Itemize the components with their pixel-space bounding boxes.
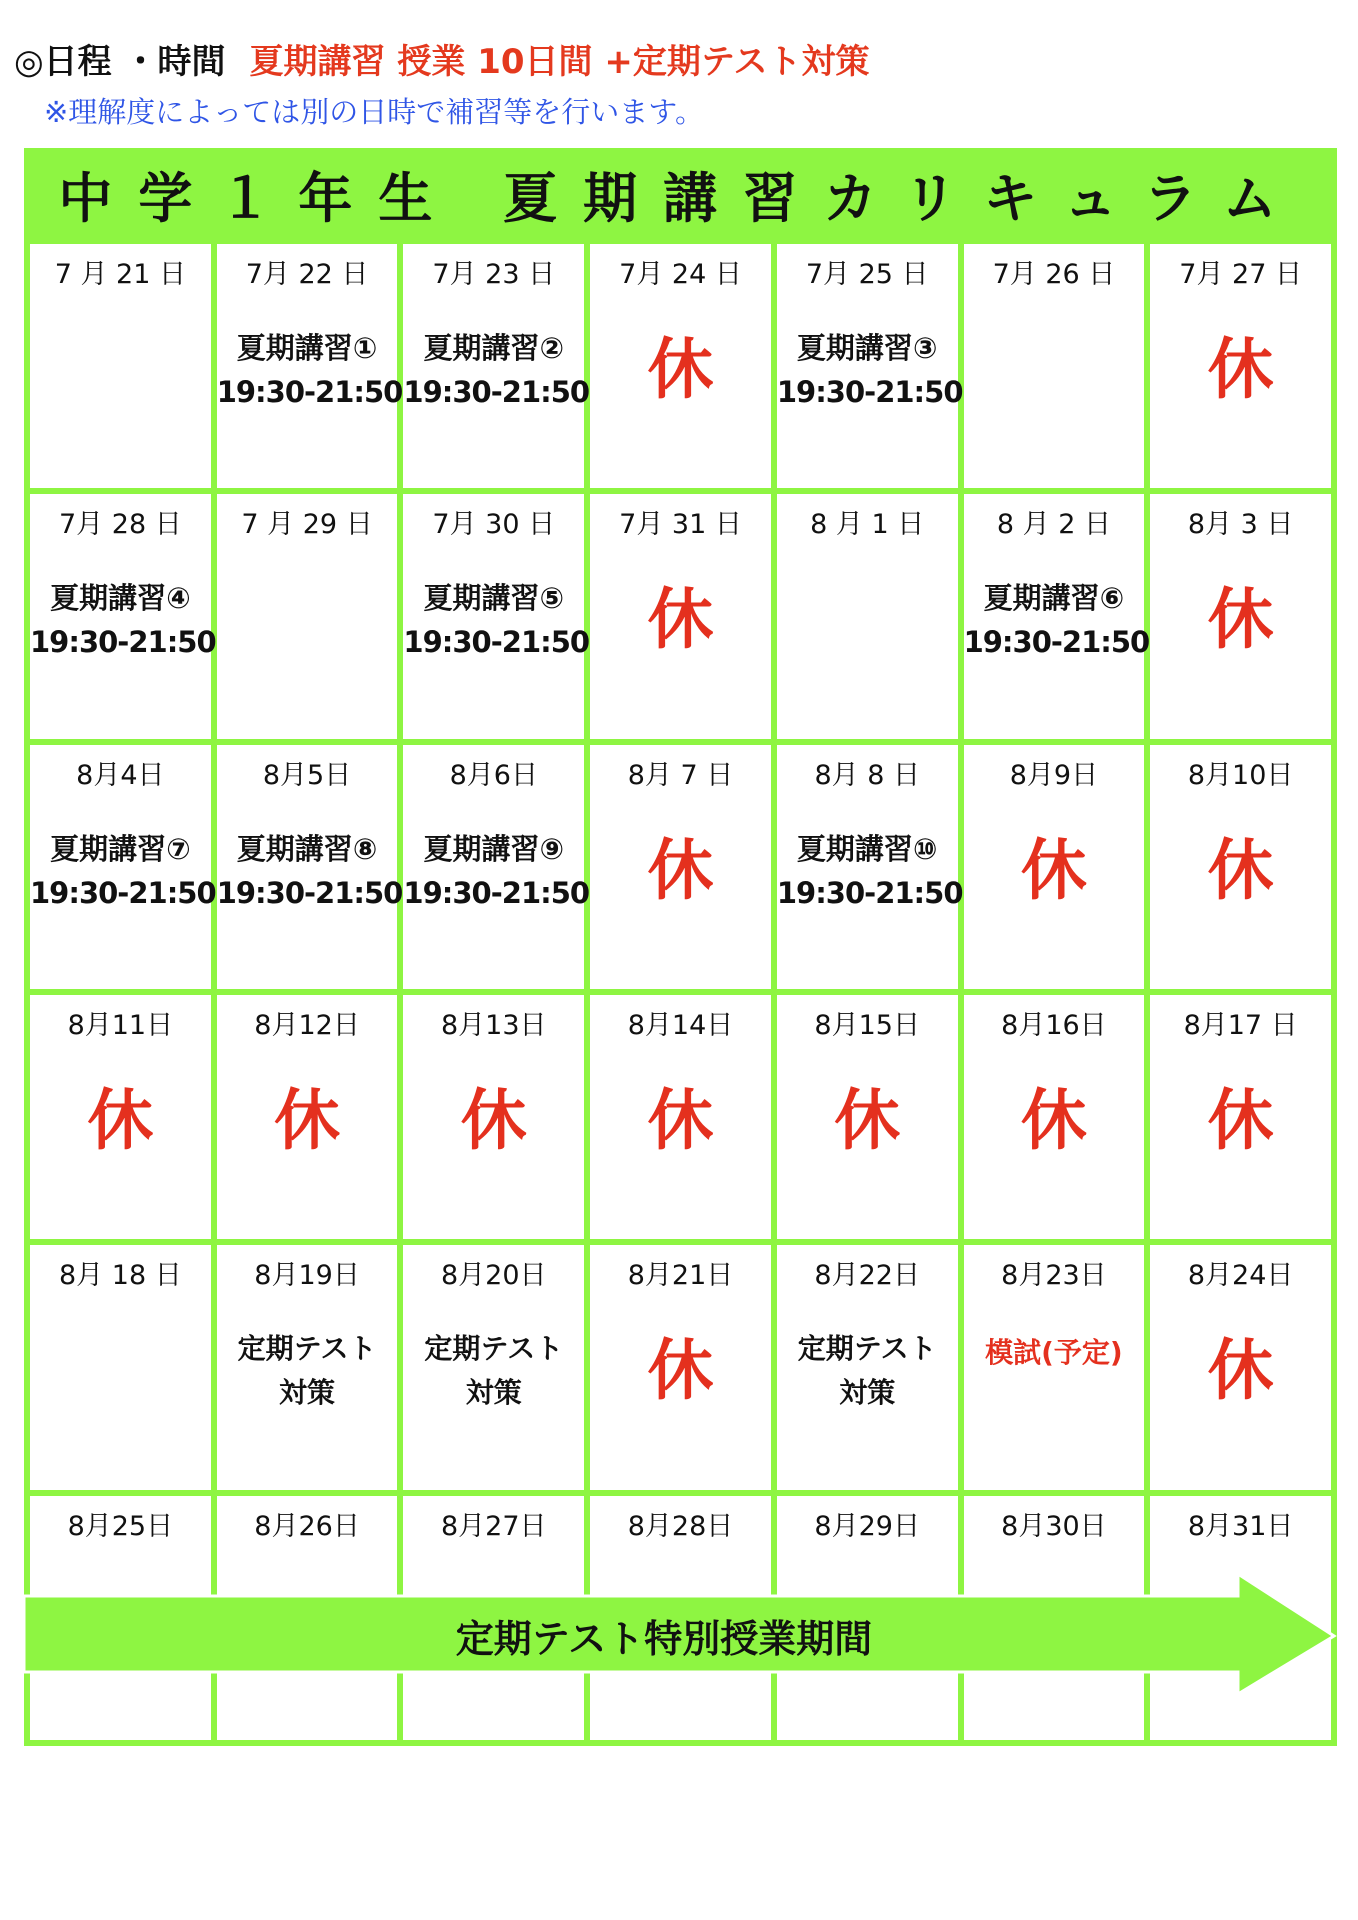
day-date: 8月5日: [262, 759, 352, 791]
calendar-day-cell: [30, 244, 211, 488]
day-date: 8月21日: [627, 1260, 734, 1292]
lesson-block: [30, 576, 216, 664]
calendar-day-cell: [403, 745, 590, 989]
test-prep-line2: 対策: [465, 1376, 522, 1410]
calendar-grid: [30, 244, 1331, 1740]
day-off-mark: 休: [647, 331, 714, 408]
day-date: 8月19日: [254, 1260, 360, 1292]
calendar-day-cell: [403, 494, 590, 738]
day-off-mark: 休: [1207, 1081, 1274, 1159]
lesson-name: 夏期講習③: [796, 331, 938, 365]
calendar-day-cell: [776, 244, 963, 488]
lesson-block: [403, 827, 590, 915]
lesson-time: 19:30-21:50: [216, 875, 403, 910]
day-date: 8月14日: [627, 1009, 734, 1041]
day-off-mark: 休: [647, 1332, 714, 1410]
day-date: 8月22日: [814, 1260, 920, 1292]
day-date: 7月 25 日: [805, 259, 929, 290]
calendar-day-cell: [776, 745, 963, 989]
day-off-mark: 休: [1207, 581, 1274, 659]
calendar-day-cell: [590, 244, 771, 488]
test-prep-line2: 対策: [279, 1376, 336, 1410]
lesson-block: [963, 576, 1150, 664]
day-date: 7月 28 日: [59, 509, 182, 541]
day-off-mark: 休: [647, 581, 714, 659]
day-date: 8月23日: [1001, 1260, 1107, 1292]
day-date: 8月17 日: [1183, 1009, 1298, 1041]
lesson-time: 19:30-21:50: [403, 875, 590, 910]
lesson-time: 19:30-21:50: [776, 375, 963, 409]
test-period-label: 定期テスト特別授業期間: [455, 1617, 873, 1661]
day-date: 7月 22 日: [245, 259, 369, 290]
calendar-day-cell: [30, 494, 216, 738]
day-date: 8月20日: [441, 1260, 547, 1292]
test-prep-line1: 定期テスト: [237, 1332, 377, 1366]
mock-exam-label: 模試(予定): [985, 1336, 1123, 1370]
day-off-mark: 休: [1207, 331, 1274, 408]
day-date: 8月30日: [1001, 1510, 1107, 1542]
day-date: 8月 7 日: [627, 759, 734, 791]
calendar-day-cell: [30, 745, 216, 989]
lesson-block: [776, 827, 963, 915]
test-prep-line2: 対策: [839, 1376, 896, 1410]
calendar-day-cell: [30, 995, 211, 1239]
calendar-day-cell: [1150, 244, 1331, 488]
day-off-mark: 休: [1020, 831, 1087, 909]
calendar-day-cell: [403, 1245, 584, 1489]
test-prep-block: [217, 1327, 398, 1415]
calendar-title: 中学１年生 夏期講習カリキュラム: [58, 166, 1303, 230]
day-date: 7月 27 日: [1179, 259, 1302, 290]
test-prep-line1: 定期テスト: [424, 1332, 564, 1366]
calendar-day-cell: [777, 995, 958, 1239]
day-date: 8月4日: [76, 759, 165, 791]
calendar-day-cell: [964, 244, 1145, 488]
day-date: 8月 18 日: [59, 1260, 182, 1292]
calendar-day-cell: [403, 244, 590, 488]
day-date: 8月31日: [1187, 1510, 1294, 1542]
calendar-day-cell: [1150, 494, 1331, 738]
calendar-day-cell: [30, 1245, 211, 1489]
calendar-day-cell: [217, 995, 398, 1239]
lesson-block: [403, 576, 590, 664]
curriculum-calendar: [24, 148, 1337, 1746]
day-off-mark: 休: [1207, 831, 1274, 909]
lesson-name: 夏期講習④: [50, 581, 191, 616]
lesson-name: 夏期講習⑤: [423, 581, 565, 616]
day-date: 7月 26 日: [992, 259, 1116, 290]
schedule-note: ※理解度によっては別の日時で補習等を行います。: [44, 95, 704, 129]
calendar-day-cell: [590, 1245, 771, 1489]
day-date: 8月12日: [254, 1009, 360, 1041]
day-date: 8月26日: [254, 1510, 360, 1542]
lesson-time: 19:30-21:50: [403, 375, 590, 409]
day-date: 7月 24 日: [619, 259, 742, 290]
day-off-mark: 休: [647, 1081, 714, 1159]
calendar-day-cell: [590, 745, 771, 989]
calendar-day-cell: [217, 1245, 398, 1489]
day-date: 7 月 29 日: [241, 509, 373, 541]
calendar-day-cell: [1150, 1245, 1331, 1489]
lesson-name: 夏期講習⑥: [983, 581, 1125, 616]
day-date: 8月29日: [814, 1510, 920, 1542]
lesson-name: 夏期講習⑨: [423, 831, 565, 866]
day-date: 8月16日: [1001, 1009, 1107, 1041]
day-date: 8月9日: [1009, 759, 1099, 791]
day-off-mark: 休: [274, 1081, 341, 1159]
day-date: 8月13日: [441, 1009, 547, 1041]
day-date: 8月28日: [627, 1510, 734, 1542]
lesson-name: 夏期講習⑦: [50, 831, 191, 866]
schedule-value: 夏期講習 授業 10日間 +定期テスト対策: [249, 42, 870, 82]
schedule-label: ◎日程 ・時間: [14, 42, 226, 82]
calendar-day-cell: [216, 745, 403, 989]
day-date: 8月15日: [814, 1009, 920, 1041]
lesson-block: [216, 827, 403, 915]
day-date: 8月24日: [1187, 1260, 1294, 1292]
calendar-day-cell: [590, 995, 771, 1239]
calendar-day-cell: [777, 1245, 958, 1489]
calendar-day-cell: [590, 494, 771, 738]
calendar-day-cell: [964, 995, 1145, 1239]
lesson-name: 夏期講習①: [236, 331, 378, 365]
lesson-time: 19:30-21:50: [963, 625, 1150, 660]
schedule-heading: [14, 34, 869, 83]
lesson-time: 19:30-21:50: [30, 875, 216, 910]
day-off-mark: 休: [1207, 1332, 1274, 1410]
calendar-day-cell: [216, 244, 403, 488]
lesson-time: 19:30-21:50: [776, 875, 963, 910]
lesson-block: [776, 326, 963, 414]
day-date: 8月 3 日: [1187, 509, 1294, 541]
lesson-block: [216, 326, 403, 414]
calendar-day-cell: [403, 995, 584, 1239]
day-off-mark: 休: [87, 1081, 154, 1159]
calendar-day-cell: [1150, 745, 1331, 989]
calendar-day-cell: [777, 494, 958, 738]
calendar-day-cell: [217, 494, 398, 738]
test-prep-block: [777, 1327, 958, 1415]
calendar-day-cell: [963, 494, 1150, 738]
lesson-time: 19:30-21:50: [403, 625, 590, 660]
day-date: 7月 31 日: [619, 509, 742, 541]
day-date: 7月 30 日: [432, 509, 556, 541]
day-off-mark: 休: [460, 1081, 527, 1159]
calendar-day-cell: [964, 745, 1145, 989]
day-date: 8月27日: [441, 1510, 547, 1542]
lesson-block: [403, 326, 590, 414]
calendar-day-cell: [964, 1245, 1145, 1489]
day-off-mark: 休: [647, 831, 714, 909]
lesson-time: 19:30-21:50: [30, 625, 216, 660]
lesson-time: 19:30-21:50: [216, 375, 403, 409]
day-date: 8月11日: [67, 1009, 174, 1041]
day-date: 8月25日: [67, 1510, 174, 1542]
lesson-block: [30, 827, 216, 915]
day-off-mark: 休: [834, 1081, 901, 1159]
day-date: 7 月 21 日: [54, 259, 186, 290]
day-off-mark: 休: [1020, 1081, 1087, 1159]
day-date: 8 月 2 日: [996, 509, 1111, 541]
day-date: 8月6日: [449, 759, 538, 791]
lesson-name: 夏期講習②: [423, 331, 565, 365]
day-date: 8月 8 日: [814, 759, 920, 791]
test-prep-line1: 定期テスト: [797, 1332, 937, 1366]
day-date: 8月10日: [1187, 759, 1294, 791]
lesson-name: 夏期講習⑩: [796, 831, 938, 866]
calendar-day-cell: [1150, 995, 1331, 1239]
lesson-name: 夏期講習⑧: [236, 831, 378, 866]
day-date: 7月 23 日: [432, 259, 556, 290]
test-prep-block: [403, 1327, 584, 1415]
day-date: 8 月 1 日: [810, 509, 925, 541]
